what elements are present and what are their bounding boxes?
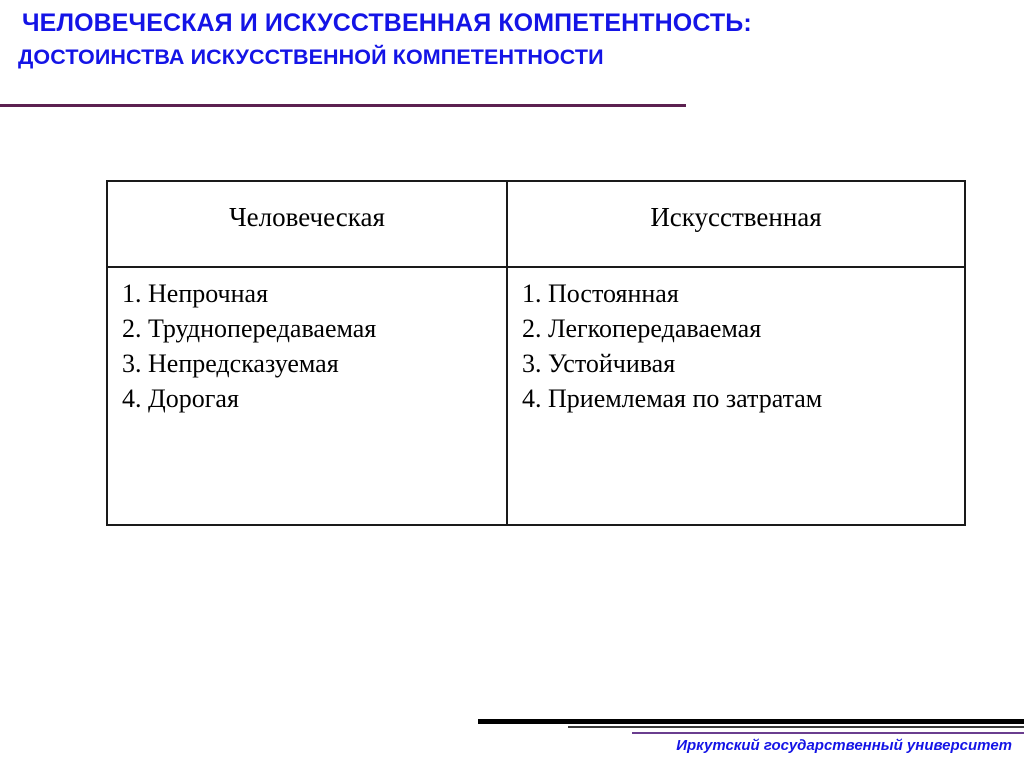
list-item: 4. Дорогая <box>122 384 239 413</box>
page-title-line-1: ЧЕЛОВЕЧЕСКАЯ И ИСКУССТВЕННАЯ КОМПЕТЕНТНОСТЬ: <box>22 9 752 37</box>
table-header-row <box>107 181 965 267</box>
list-item: 2. Труднопередаваемая <box>122 314 377 343</box>
title-divider-rule <box>0 104 686 107</box>
competence-comparison-table <box>106 180 966 526</box>
artificial-attribute-list <box>522 276 964 416</box>
table-cell-artificial-attributes <box>507 267 965 525</box>
list-item: 3. Непредсказуемая <box>122 349 339 378</box>
table-header-artificial-label: Искусственная <box>650 202 822 232</box>
footer-rule-medium <box>568 726 1024 728</box>
list-item: 3. Устойчивая <box>522 349 676 378</box>
slide-footer <box>0 707 1024 767</box>
footer-organization-label: Иркутский государственный университет <box>676 737 1012 754</box>
list-item: 2. Легкопередаваемая <box>522 314 762 343</box>
list-item: 4. Приемлемая по затратам <box>522 384 823 413</box>
table-body-row <box>107 267 965 525</box>
footer-rule-thick <box>478 719 1024 724</box>
page-title-line-2: ДОСТОИНСТВА ИСКУССТВЕННОЙ КОМПЕТЕНТНОСТИ <box>18 45 604 69</box>
human-attribute-list <box>122 276 506 416</box>
table-header-artificial <box>507 181 965 267</box>
slide-title-block <box>0 0 1024 73</box>
footer-rule-accent <box>632 732 1024 734</box>
table-header-human-label: Человеческая <box>229 202 385 232</box>
list-item: 1. Постоянная <box>522 279 679 308</box>
table-cell-human-attributes <box>107 267 507 525</box>
table-header-human <box>107 181 507 267</box>
list-item: 1. Непрочная <box>122 279 269 308</box>
